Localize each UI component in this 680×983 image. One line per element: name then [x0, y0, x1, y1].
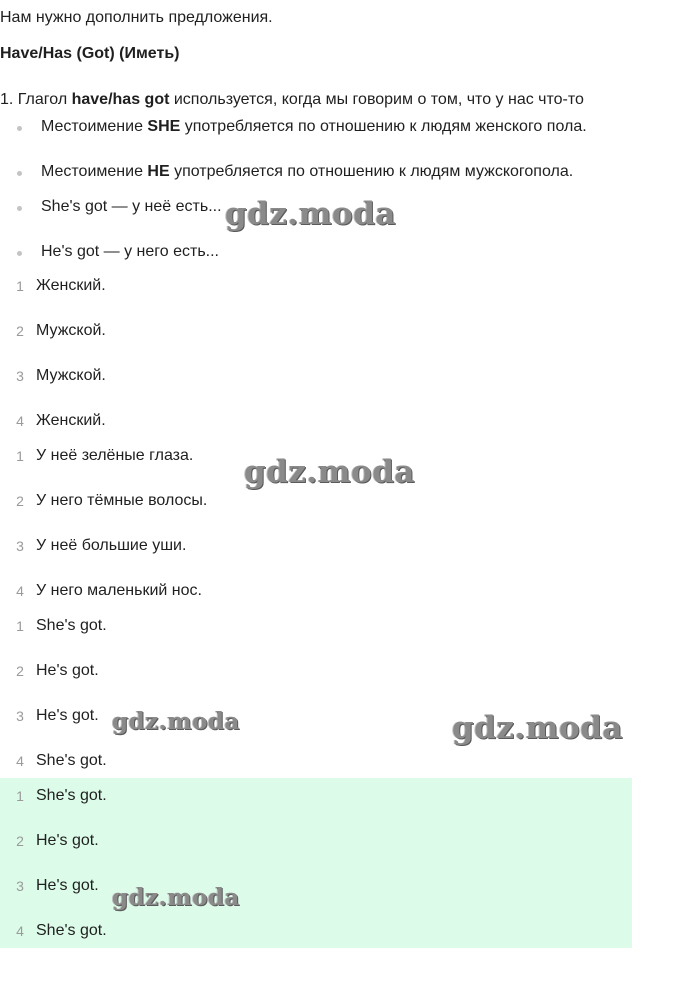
watermark-logo: gdz.moda	[112, 708, 240, 735]
bullet-icon	[17, 206, 22, 211]
answer-item: He's got.	[36, 707, 99, 724]
section-heading: Have/Has (Got) (Иметь)	[0, 45, 180, 62]
item-number: 2	[16, 833, 24, 849]
answer-item: У него тёмные волосы.	[36, 492, 208, 509]
item-number: 1	[16, 618, 24, 634]
answer-item: Женский.	[36, 412, 106, 429]
item-number: 3	[16, 878, 24, 894]
intro-text: Нам нужно дополнить предложения.	[0, 9, 273, 26]
answer-item: У него маленький нос.	[36, 582, 202, 599]
item-number: 4	[16, 413, 24, 429]
item-number: 4	[16, 583, 24, 599]
answer-item: He's got.	[36, 662, 99, 679]
answer-item: Мужской.	[36, 322, 106, 339]
item-number: 4	[16, 923, 24, 939]
item-number: 2	[16, 493, 24, 509]
item-number: 1	[16, 278, 24, 294]
answer-item: She's got.	[36, 617, 107, 634]
item-number: 3	[16, 538, 24, 554]
item-number: 3	[16, 368, 24, 384]
answer-item: У неё большие уши.	[36, 537, 187, 554]
answer-item: Мужской.	[36, 367, 106, 384]
watermark-logo: gdz.moda	[244, 454, 415, 490]
item-number: 2	[16, 663, 24, 679]
bullet-item: Местоимение SHE употребляется по отношению к людям женского пола.	[41, 118, 587, 135]
bullet-item: Местоимение HE употребляется по отношению к людям мужскогопола.	[41, 163, 574, 180]
answer-item: Женский.	[36, 277, 106, 294]
answer-item: She's got.	[36, 787, 107, 804]
rule-text: 1. Глагол have/has got используется, когда мы говорим о том, что у нас что-то	[0, 91, 584, 108]
answer-item: У неё зелёные глаза.	[36, 447, 194, 464]
watermark-logo: gdz.moda	[112, 884, 240, 911]
item-number: 3	[16, 708, 24, 724]
bullet-item: He's got — у него есть...	[41, 243, 219, 260]
bullet-item: She's got — у неё есть...	[41, 198, 222, 215]
answer-item: She's got.	[36, 922, 107, 939]
bullet-icon	[17, 251, 22, 256]
item-number: 4	[16, 753, 24, 769]
answer-item: She's got.	[36, 752, 107, 769]
watermark-logo: gdz.moda	[225, 196, 396, 232]
item-number: 2	[16, 323, 24, 339]
item-number: 1	[16, 448, 24, 464]
answer-item: He's got.	[36, 877, 99, 894]
answer-item: He's got.	[36, 832, 99, 849]
bullet-icon	[17, 126, 22, 131]
watermark-logo: gdz.moda	[452, 710, 623, 746]
bullet-icon	[17, 171, 22, 176]
item-number: 1	[16, 788, 24, 804]
